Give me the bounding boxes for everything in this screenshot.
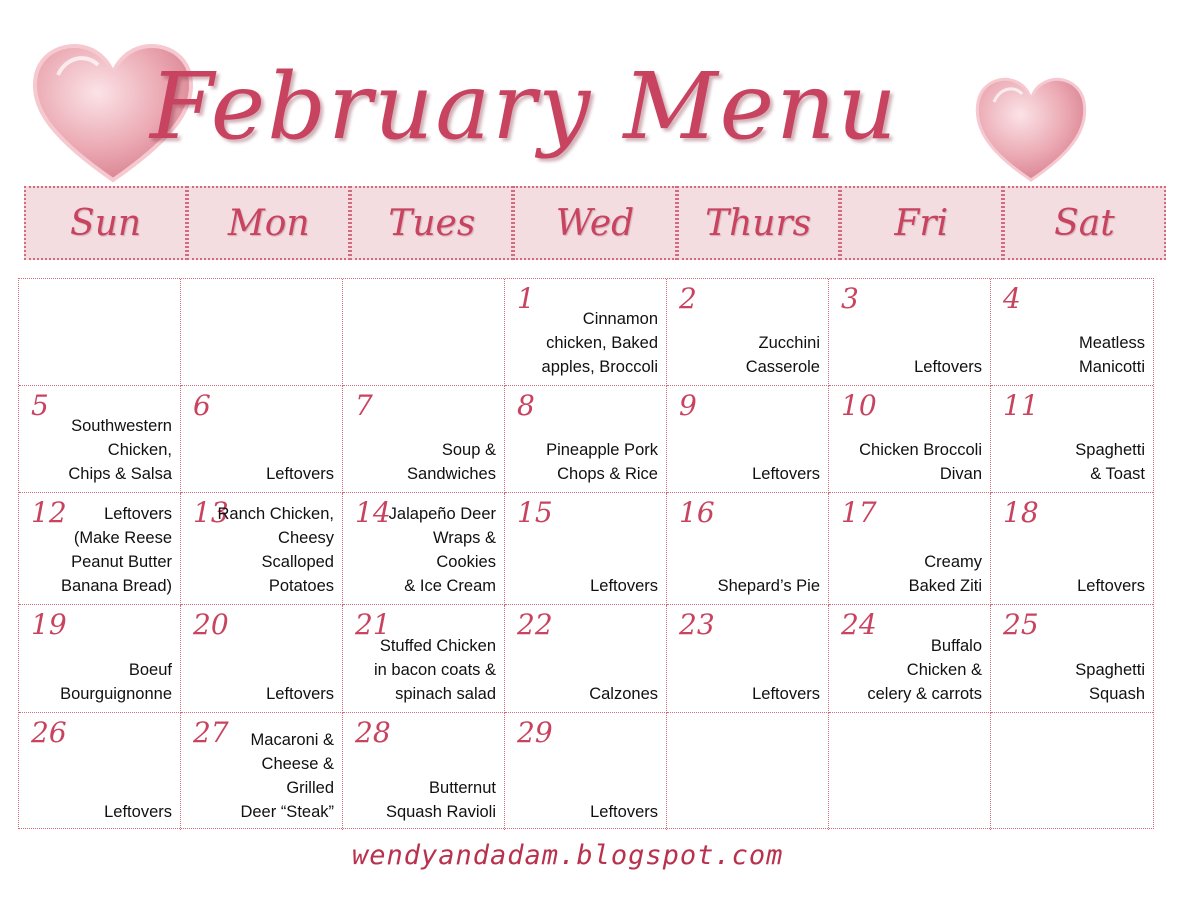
meal-text: Spaghetti & Toast [1075, 441, 1145, 483]
meal-text: Creamy Baked Ziti [908, 553, 982, 595]
day-number: 28 [355, 716, 391, 749]
calendar-cell [829, 493, 991, 605]
weekday-wed: Wed [513, 186, 676, 260]
meal-text: Leftovers (Make Reese Peanut Butter Banana Bread) [61, 505, 172, 595]
day-number: 2 [679, 282, 697, 315]
meal-text: Leftovers [266, 685, 334, 703]
meal-text: Cinnamon chicken, Baked apples, Broccoli [541, 310, 658, 376]
calendar-cell [829, 279, 991, 386]
calendar-cell [667, 279, 829, 386]
meal-text: Ranch Chicken, Cheesy Scalloped Potatoes [217, 505, 334, 595]
calendar-cell [991, 493, 1153, 605]
day-number: 24 [841, 608, 877, 641]
weekday-thurs: Thurs [677, 186, 840, 260]
calendar-cell [667, 713, 829, 830]
day-number: 1 [517, 282, 535, 315]
day-number: 4 [1003, 282, 1021, 315]
calendar-cell [505, 493, 667, 605]
meal-text: Leftovers [590, 577, 658, 595]
day-number: 18 [1003, 496, 1039, 529]
day-number: 22 [517, 608, 553, 641]
calendar-cell [181, 493, 343, 605]
calendar-cell [19, 279, 181, 386]
meal-text: Pineapple Pork Chops & Rice [546, 441, 658, 483]
weekday-sat: Sat [1003, 186, 1166, 260]
meal-text: Soup & Sandwiches [407, 441, 496, 483]
meal-text: Spaghetti Squash [1075, 661, 1145, 703]
day-number: 5 [31, 389, 49, 422]
page-title: February Menu [150, 53, 899, 160]
day-number: 8 [517, 389, 535, 422]
calendar-cell [829, 713, 991, 830]
day-number: 29 [517, 716, 553, 749]
day-number: 26 [31, 716, 67, 749]
meal-text: Meatless Manicotti [1078, 334, 1145, 376]
calendar-cell [19, 386, 181, 493]
calendar-cell [19, 605, 181, 713]
calendar-cell [667, 386, 829, 493]
day-number: 19 [31, 608, 67, 641]
meal-text: Shepard’s Pie [717, 577, 820, 595]
calendar-cell [667, 605, 829, 713]
day-number: 17 [841, 496, 877, 529]
meal-text: Butternut Squash Ravioli [385, 779, 496, 821]
day-number: 12 [31, 496, 67, 529]
calendar-cell [505, 713, 667, 830]
day-number: 3 [841, 282, 859, 315]
day-number: 20 [193, 608, 229, 641]
day-number: 16 [679, 496, 715, 529]
calendar-cell [991, 713, 1153, 830]
calendar-grid [18, 278, 1154, 829]
weekday-mon: Mon [187, 186, 350, 260]
day-number: 6 [193, 389, 211, 422]
calendar-cell [343, 713, 505, 830]
meal-text: Chicken Broccoli Divan [859, 441, 982, 483]
meal-text: Leftovers [104, 803, 172, 821]
day-number: 11 [1003, 389, 1039, 422]
day-number: 10 [841, 389, 877, 422]
meal-text: Leftovers [752, 685, 820, 703]
calendar-cell [505, 605, 667, 713]
meal-text: Leftovers [914, 358, 982, 376]
calendar-cell [181, 713, 343, 830]
weekday-fri: Fri [840, 186, 1003, 260]
day-number: 15 [517, 496, 553, 529]
day-number: 23 [679, 608, 715, 641]
calendar-cell [343, 386, 505, 493]
meal-text: Leftovers [752, 465, 820, 483]
blog-url: wendyandadam.blogspot.com [352, 840, 784, 871]
meal-text: Macaroni & Cheese & Grilled Deer “Steak” [240, 731, 334, 821]
meal-text: Southwestern Chicken, Chips & Salsa [68, 417, 172, 483]
calendar-cell [343, 493, 505, 605]
day-number: 14 [355, 496, 391, 529]
meal-text: Leftovers [1077, 577, 1145, 595]
calendar-cell [505, 386, 667, 493]
calendar-cell [991, 386, 1153, 493]
meal-text: Leftovers [590, 803, 658, 821]
day-number: 27 [193, 716, 229, 749]
calendar-cell [19, 493, 181, 605]
calendar-cell [991, 279, 1153, 386]
calendar-cell [505, 279, 667, 386]
meal-text: Buffalo Chicken & celery & carrots [867, 637, 982, 703]
calendar-cell [829, 386, 991, 493]
day-number: 25 [1003, 608, 1039, 641]
calendar-cell [829, 605, 991, 713]
calendar-cell [343, 279, 505, 386]
meal-text: Calzones [589, 685, 658, 703]
meal-text: Jalapeño Deer Wraps & Cookies & Ice Cream [388, 505, 496, 595]
calendar-cell [343, 605, 505, 713]
weekday-tues: Tues [350, 186, 513, 260]
day-number: 13 [193, 496, 229, 529]
calendar-cell [19, 713, 181, 830]
meal-text: Zucchini Casserole [745, 334, 820, 376]
calendar-cell [181, 386, 343, 493]
calendar-cell [667, 493, 829, 605]
day-number: 9 [679, 389, 697, 422]
day-number: 7 [355, 389, 373, 422]
calendar-cell [181, 605, 343, 713]
meal-text: Boeuf Bourguignonne [60, 661, 172, 703]
calendar-cell [991, 605, 1153, 713]
meal-text: Stuffed Chicken in bacon coats & spinach salad [374, 637, 496, 703]
weekday-sun: Sun [24, 186, 187, 260]
day-number: 21 [355, 608, 391, 641]
weekday-header [24, 186, 1166, 260]
calendar-cell [181, 279, 343, 386]
meal-text: Leftovers [266, 465, 334, 483]
